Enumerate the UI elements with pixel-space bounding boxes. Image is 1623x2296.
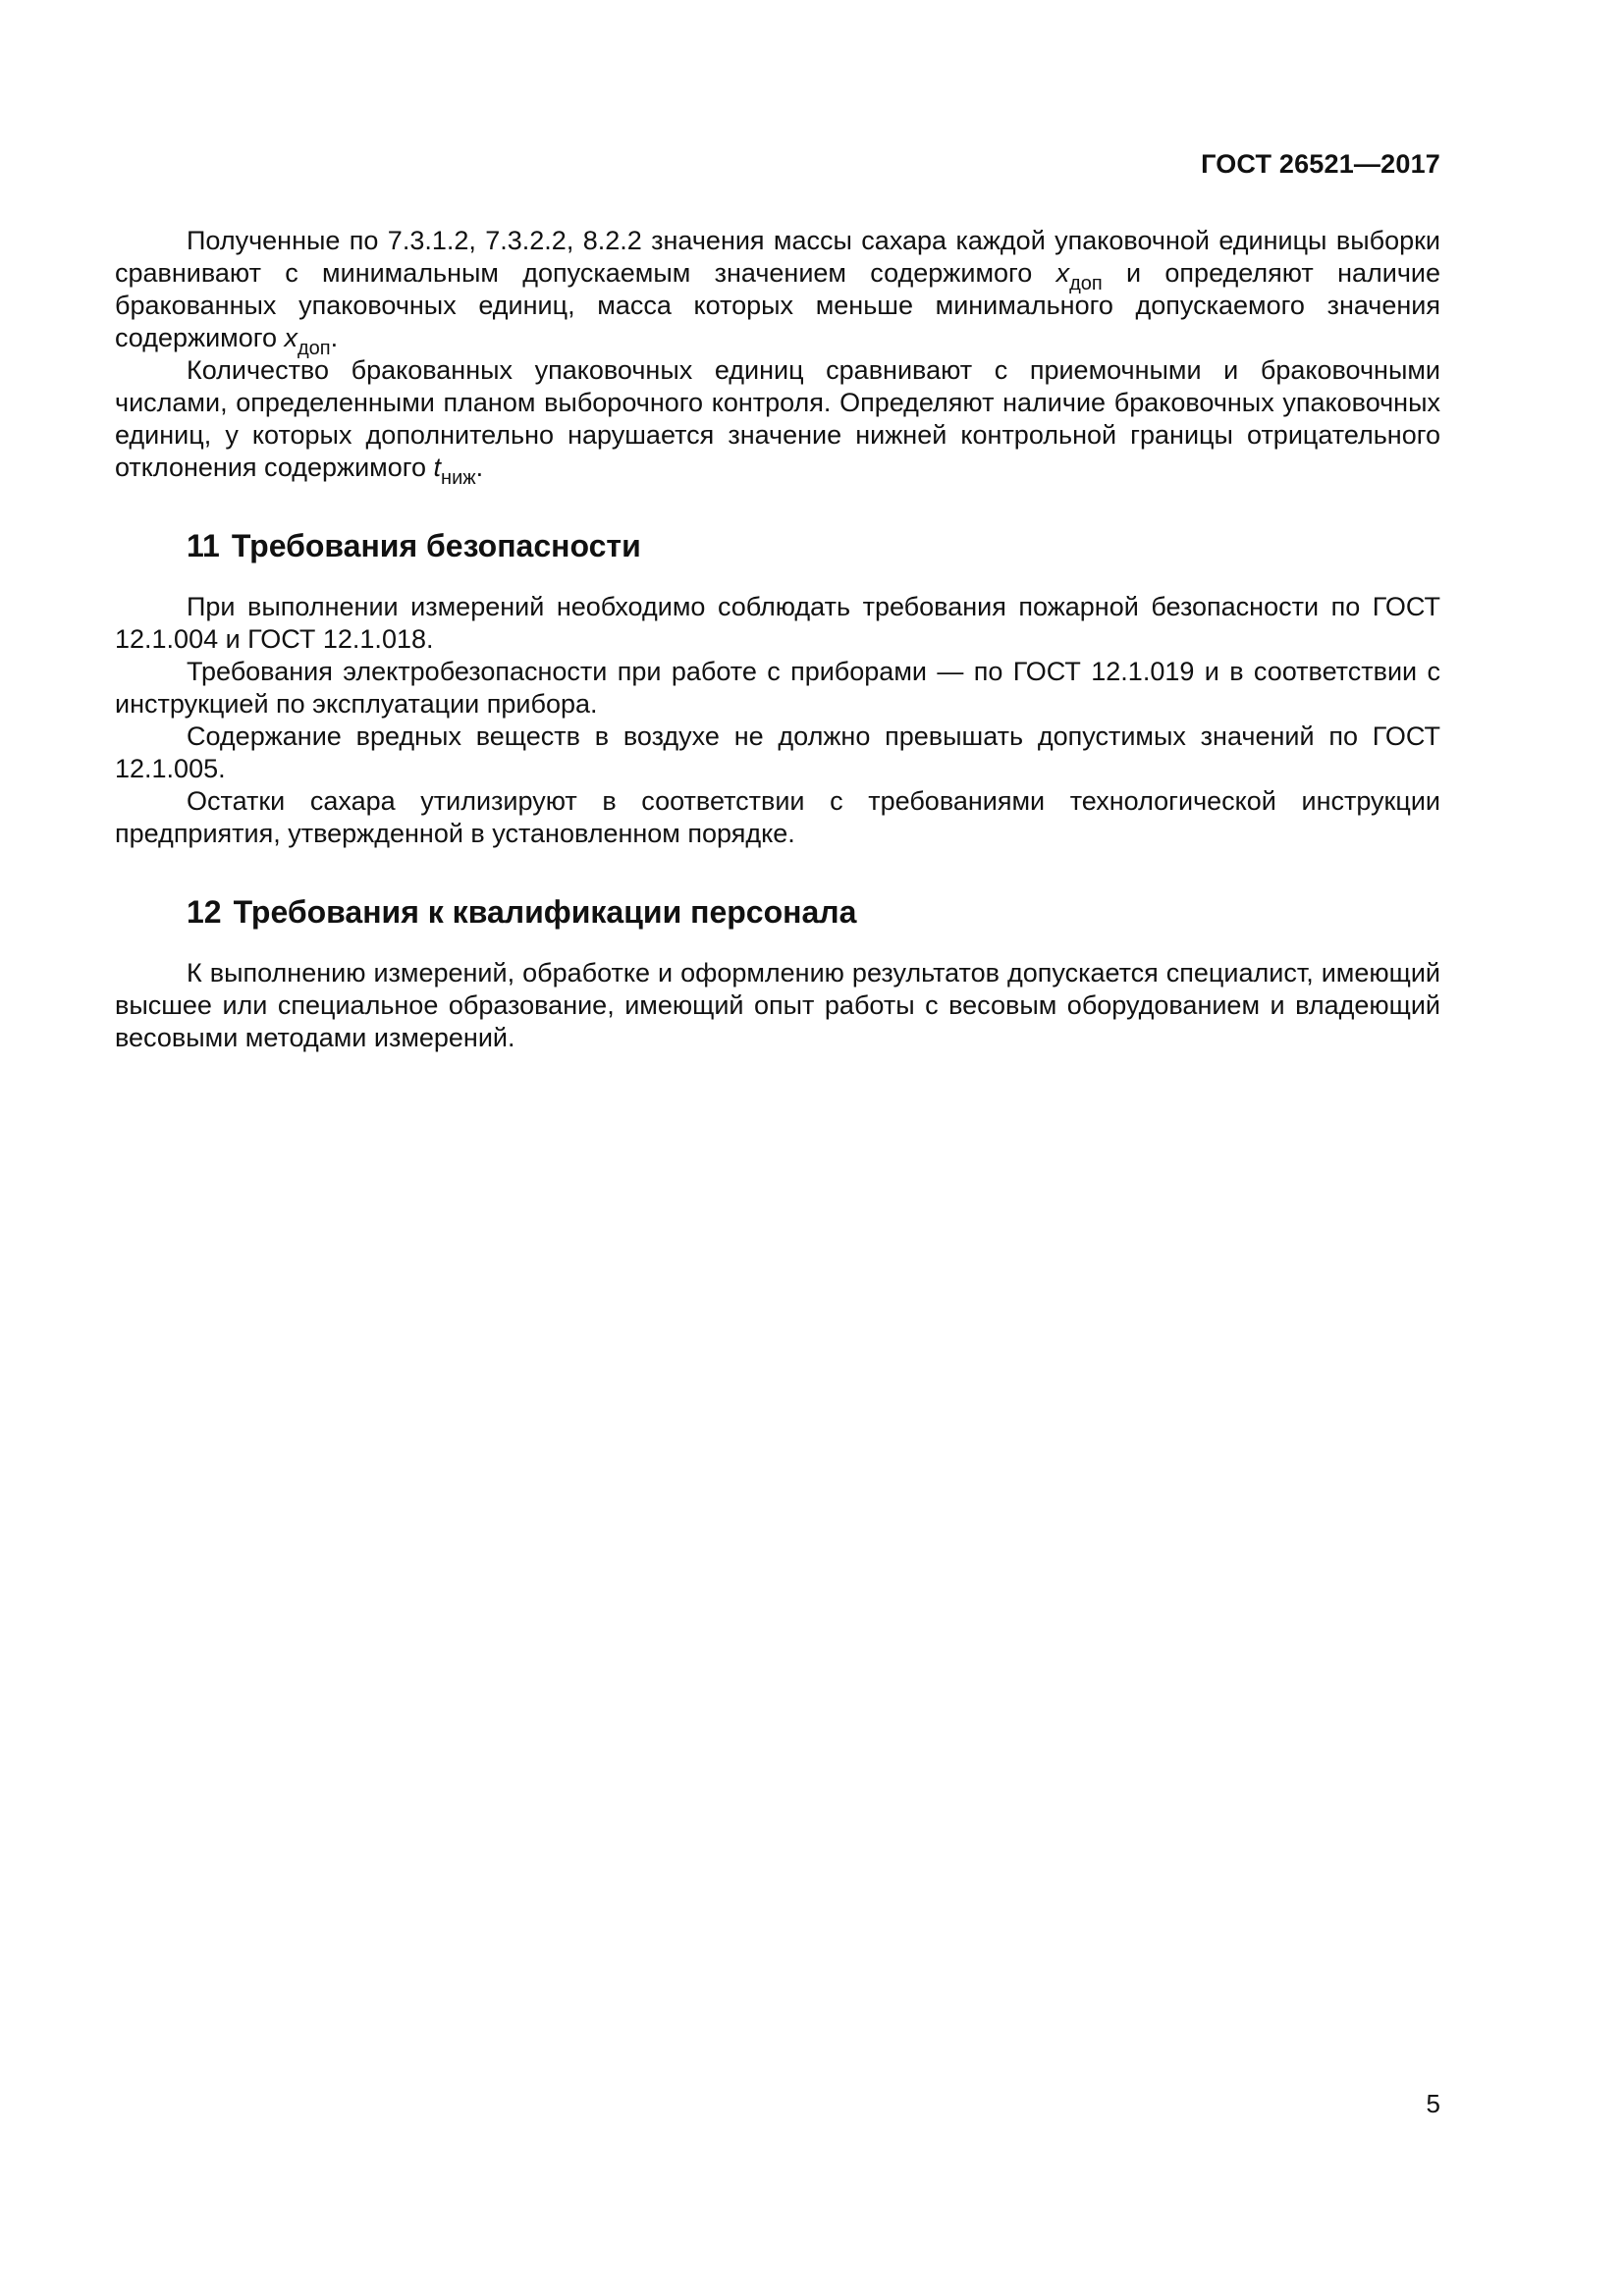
variable-x: x [1055,258,1070,288]
subscript-dop: доп [1069,273,1103,294]
intro-paragraph-1 [115,225,1440,359]
section-11-title: Требования безопасности [231,528,641,563]
section-11 [115,526,1440,850]
intro-period-1: . [330,323,339,352]
document-code: ГОСТ 26521—2017 [1201,149,1440,179]
section-12-number: 12 [187,894,222,930]
subscript-dop-2: доп [298,338,331,359]
intro-period-2: . [475,453,484,482]
intro-text-2: и определяют наличие бракованных упаковочных единиц, масса которых меньше минимального допускаемого значения содержимого [115,258,1440,352]
intro-text-1: Полученные по 7.3.1.2, 7.3.2.2, 8.2.2 значения массы сахара каждой упаковочной единицы выборки сравнивают с минимальным допускаемым значением содержимого [115,226,1440,288]
subscript-nizh: ниж [441,467,476,489]
intro-text-3: Количество бракованных упаковочных единиц сравнивают с приемочными и браковочными числами, определенными планом выборочного контроля. Определяют наличие браковочных упаковочных единиц, у которых дополнительно нарушается значение нижней контрольной границы отрицательного отклонения содержимого [115,355,1440,482]
page-content [115,225,1440,1054]
page-number: 5 [1426,2089,1440,2118]
section-12-paragraph-1: К выполнению измерений, обработке и оформлению результатов допускается специалист, имеющий высшее или специальное образование, имеющий опыт работы с весовым оборудованием и владеющий весовыми методами измерений. [115,958,1440,1052]
section-11-paragraph-4: Остатки сахара утилизируют в соответствии с требованиями технологической инструкции предприятия, утвержденной в установленном порядке. [115,786,1440,848]
section-12 [115,892,1440,1054]
section-11-paragraph-2: Требования электробезопасности при работе с приборами — по ГОСТ 12.1.019 и в соответствии с инструкцией по эксплуатации прибора. [115,657,1440,719]
section-11-paragraph-3: Содержание вредных веществ в воздухе не должно превышать допустимых значений по ГОСТ 12.1.005. [115,721,1440,783]
intro-paragraph-2 [115,354,1440,489]
section-11-paragraph-1: При выполнении измерений необходимо соблюдать требования пожарной безопасности по ГОСТ 12.1.004 и ГОСТ 12.1.018. [115,592,1440,654]
section-11-heading [187,526,1440,565]
variable-x-2: x [284,323,298,352]
variable-t: t [433,453,442,482]
section-12-title: Требования к квалификации персонала [233,894,857,930]
section-11-number: 11 [187,528,220,563]
section-12-heading [187,892,1440,932]
